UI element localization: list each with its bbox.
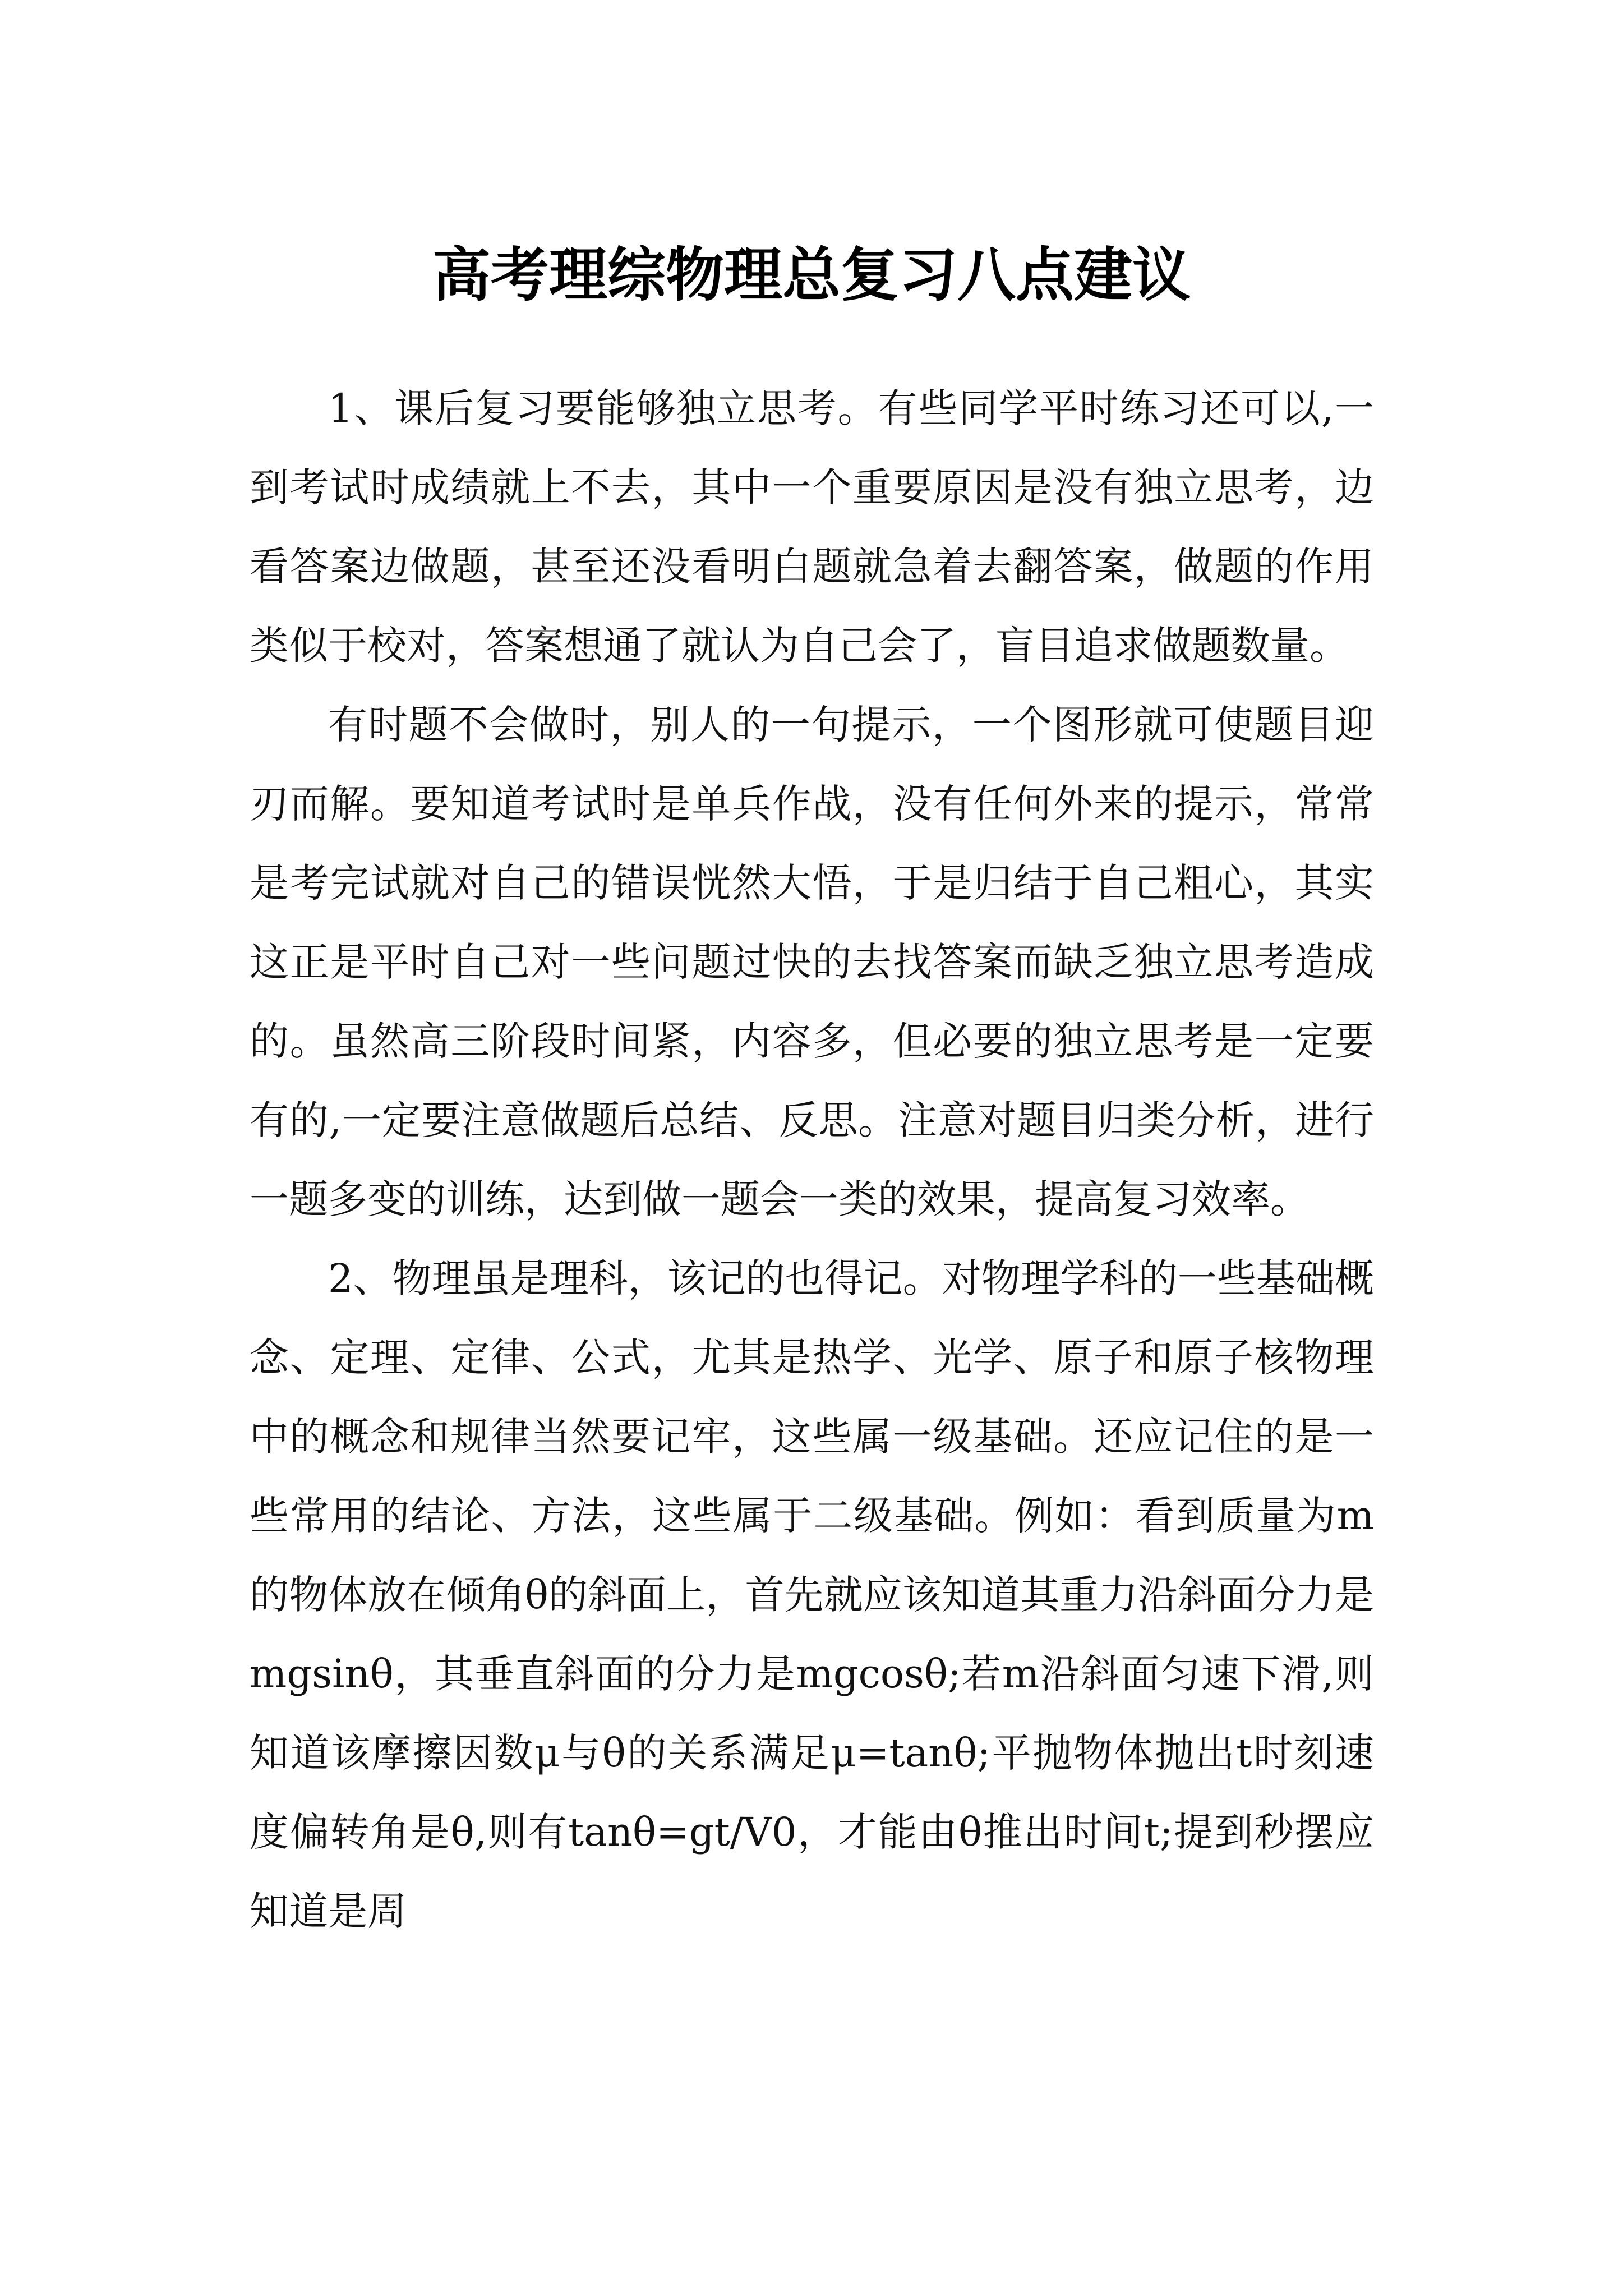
document-title: 高考理综物理总复习八点建议 — [432, 240, 1191, 309]
document-body — [250, 369, 1374, 1951]
paragraph: 有时题不会做时，别人的一句提示，一个图形就可使题目迎刃而解。要知道考试时是单兵作战，没有任何外来的提示，常常是考完试就对自己的错误恍然大悟，于是归结于自己粗心，其实这正是平时自己对一些问题过快的去找答案而缺乏独立思考造成的。虽然高三阶段时间紧，内容多，但必要的独立思考是一定要有的,一定要注意做题后总结、反思。注意对题目归类分析，进行一题多变的训练，达到做一题会一类的效果，提高复习效率。 — [250, 702, 1374, 1222]
paragraph: 2、物理虽是理科，该记的也得记。对物理学科的一些基础概念、定理、定律、公式，尤其是热学、光学、原子和原子核物理中的概念和规律当然要记牢，这些属一级基础。还应记住的是一些常用的结论、方法，这些属于二级基础。例如：看到质量为m的物体放在倾角θ的斜面上，首先就应该知道其重力沿斜面分力是mgsinθ，其垂直斜面的分力是mgcosθ;若m沿斜面匀速下滑,则知道该摩擦因数μ与θ的关系满足μ=tanθ;平抛物体抛出t时刻速度偏转角是θ,则有tanθ=gt/V0，才能由θ推出时间t;提到秒摆应知道是周 — [250, 1255, 1374, 1934]
paragraph: 1、课后复习要能够独立思考。有些同学平时练习还可以,一到考试时成绩就上不去，其中一个重要原因是没有独立思考，边看答案边做题，甚至还没看明白题就急着去翻答案，做题的作用类似于校对，答案想通了就认为自己会了，盲目追求做题数量。 — [250, 385, 1374, 669]
